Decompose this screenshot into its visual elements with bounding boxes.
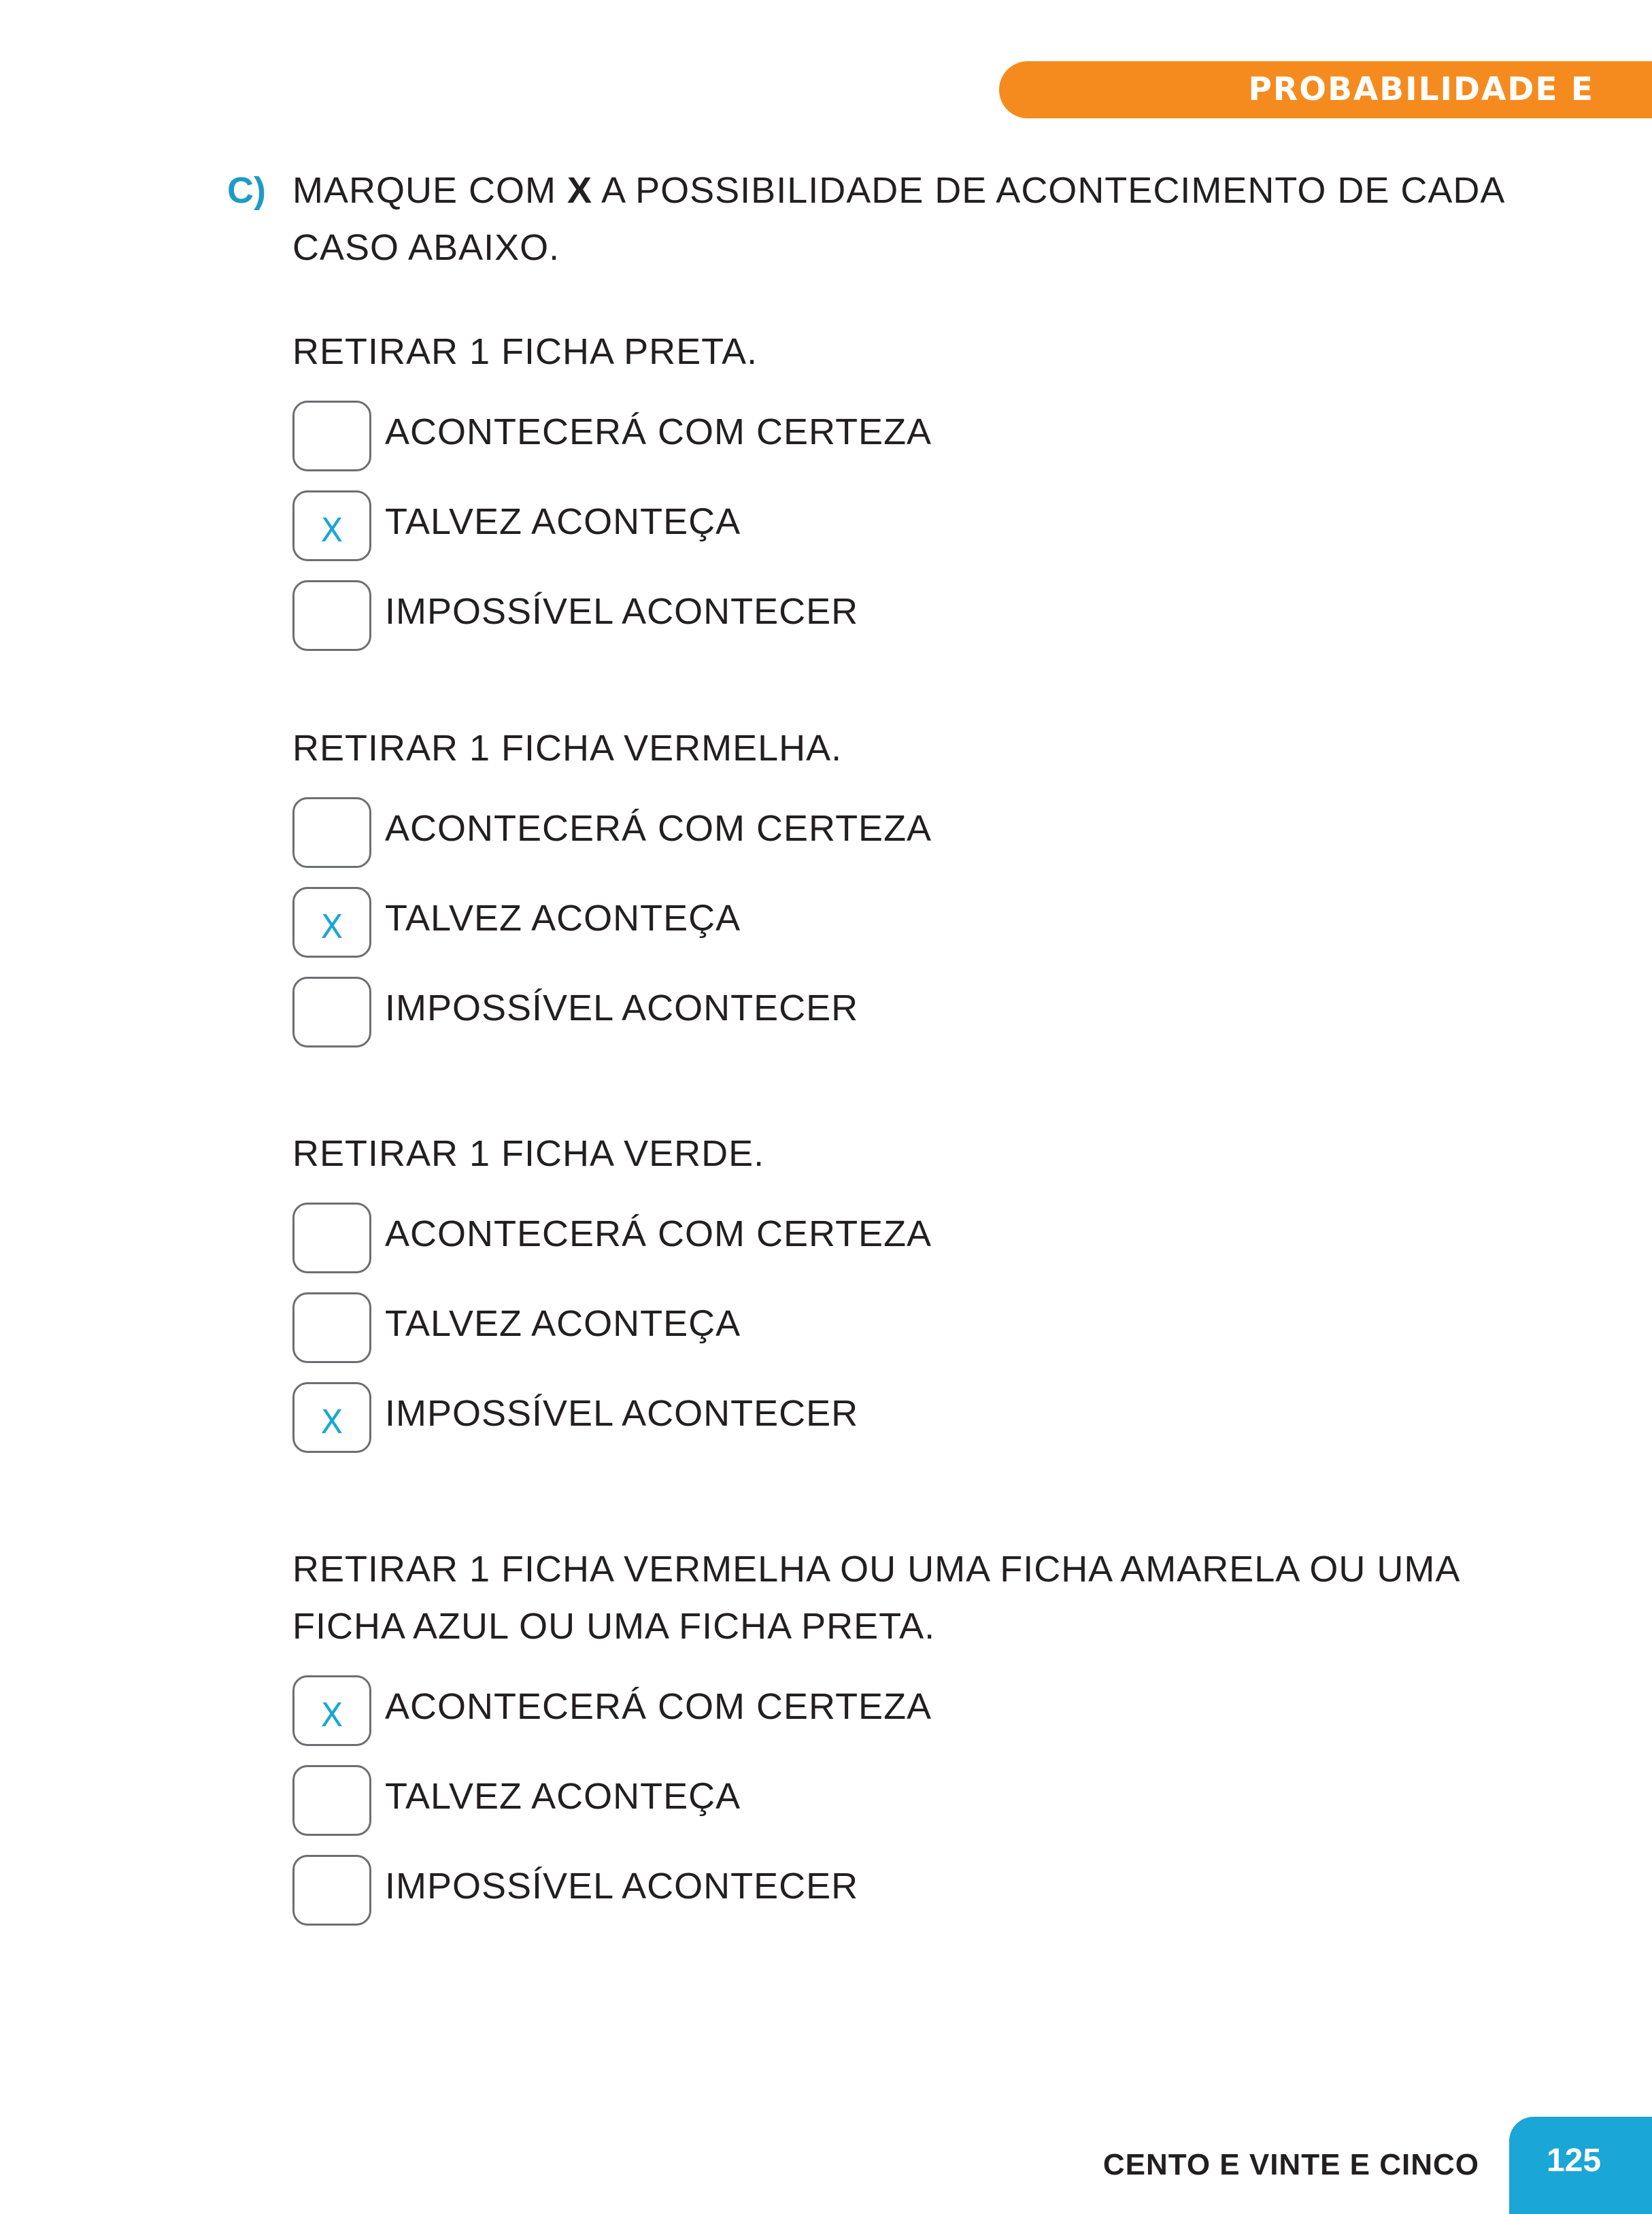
question-letter: C) — [227, 170, 266, 211]
answer-checkbox[interactable] — [292, 1675, 371, 1746]
option-certain[interactable] — [292, 1675, 1476, 1765]
group-any-chip — [292, 1541, 1476, 1945]
option-maybe[interactable] — [292, 490, 1517, 580]
question-text — [292, 162, 1517, 276]
option-label: TALVEZ ACONTEÇA — [385, 898, 741, 939]
option-impossible[interactable] — [292, 580, 1517, 670]
group-prompt: RETIRAR 1 FICHA PRETA. — [292, 331, 758, 372]
option-label: IMPOSSÍVEL ACONTECER — [385, 1393, 859, 1434]
option-label: IMPOSSÍVEL ACONTECER — [385, 988, 859, 1028]
x-mark: X — [320, 511, 343, 550]
option-certain[interactable] — [292, 1203, 1517, 1292]
page-number-words: CENTO E VINTE E CINCO — [1102, 2148, 1479, 2181]
group-red-chip — [292, 720, 1517, 1067]
page-number-tab: 125 — [1509, 2117, 1652, 2214]
answer-checkbox[interactable] — [292, 887, 371, 958]
answer-checkbox[interactable] — [292, 1203, 371, 1273]
group-prompt: RETIRAR 1 FICHA VERDE. — [292, 1133, 765, 1174]
answer-checkbox[interactable] — [292, 490, 371, 561]
option-label: ACONTECERÁ COM CERTEZA — [385, 1686, 932, 1727]
answer-checkbox[interactable] — [292, 1765, 371, 1836]
answer-checkbox[interactable] — [292, 797, 371, 868]
section-header-tag: PROBABILIDADE E ESTATÍSTICA — [999, 61, 1652, 118]
answer-checkbox[interactable] — [292, 977, 371, 1047]
question-bold-word: X — [567, 170, 593, 211]
group-prompt: RETIRAR 1 FICHA VERMELHA OU UMA FICHA AMARELA OU UMA FICHA AZUL OU UMA FICHA PRETA. — [292, 1549, 1459, 1647]
group-black-chip — [292, 323, 1517, 670]
answer-checkbox[interactable] — [292, 401, 371, 471]
option-label: TALVEZ ACONTEÇA — [385, 501, 741, 542]
x-mark: X — [320, 1696, 343, 1734]
option-maybe[interactable] — [292, 1765, 1476, 1855]
answer-checkbox[interactable] — [292, 1382, 371, 1453]
option-certain[interactable] — [292, 797, 1517, 887]
option-label: ACONTECERÁ COM CERTEZA — [385, 412, 932, 452]
option-label: TALVEZ ACONTEÇA — [385, 1776, 741, 1817]
group-green-chip — [292, 1125, 1517, 1472]
option-maybe[interactable] — [292, 1292, 1517, 1382]
answer-checkbox[interactable] — [292, 1292, 371, 1363]
answer-checkbox[interactable] — [292, 1855, 371, 1926]
group-prompt: RETIRAR 1 FICHA VERMELHA. — [292, 728, 843, 769]
option-label: ACONTECERÁ COM CERTEZA — [385, 808, 932, 849]
option-label: IMPOSSÍVEL ACONTECER — [385, 1866, 859, 1907]
option-label: TALVEZ ACONTEÇA — [385, 1303, 741, 1344]
option-label: ACONTECERÁ COM CERTEZA — [385, 1213, 932, 1254]
option-impossible[interactable] — [292, 1855, 1476, 1945]
option-label: IMPOSSÍVEL ACONTECER — [385, 591, 859, 632]
question-text-after: A POSSIBILIDADE DE ACONTECIMENTO DE CADA CASO ABAIXO. — [292, 170, 1504, 268]
option-certain[interactable] — [292, 401, 1517, 490]
question-text-before: MARQUE COM — [292, 170, 568, 211]
x-mark: X — [320, 1403, 343, 1441]
x-mark: X — [320, 908, 343, 946]
option-impossible[interactable] — [292, 1382, 1517, 1472]
option-impossible[interactable] — [292, 977, 1517, 1067]
option-maybe[interactable] — [292, 887, 1517, 977]
answer-checkbox[interactable] — [292, 580, 371, 651]
